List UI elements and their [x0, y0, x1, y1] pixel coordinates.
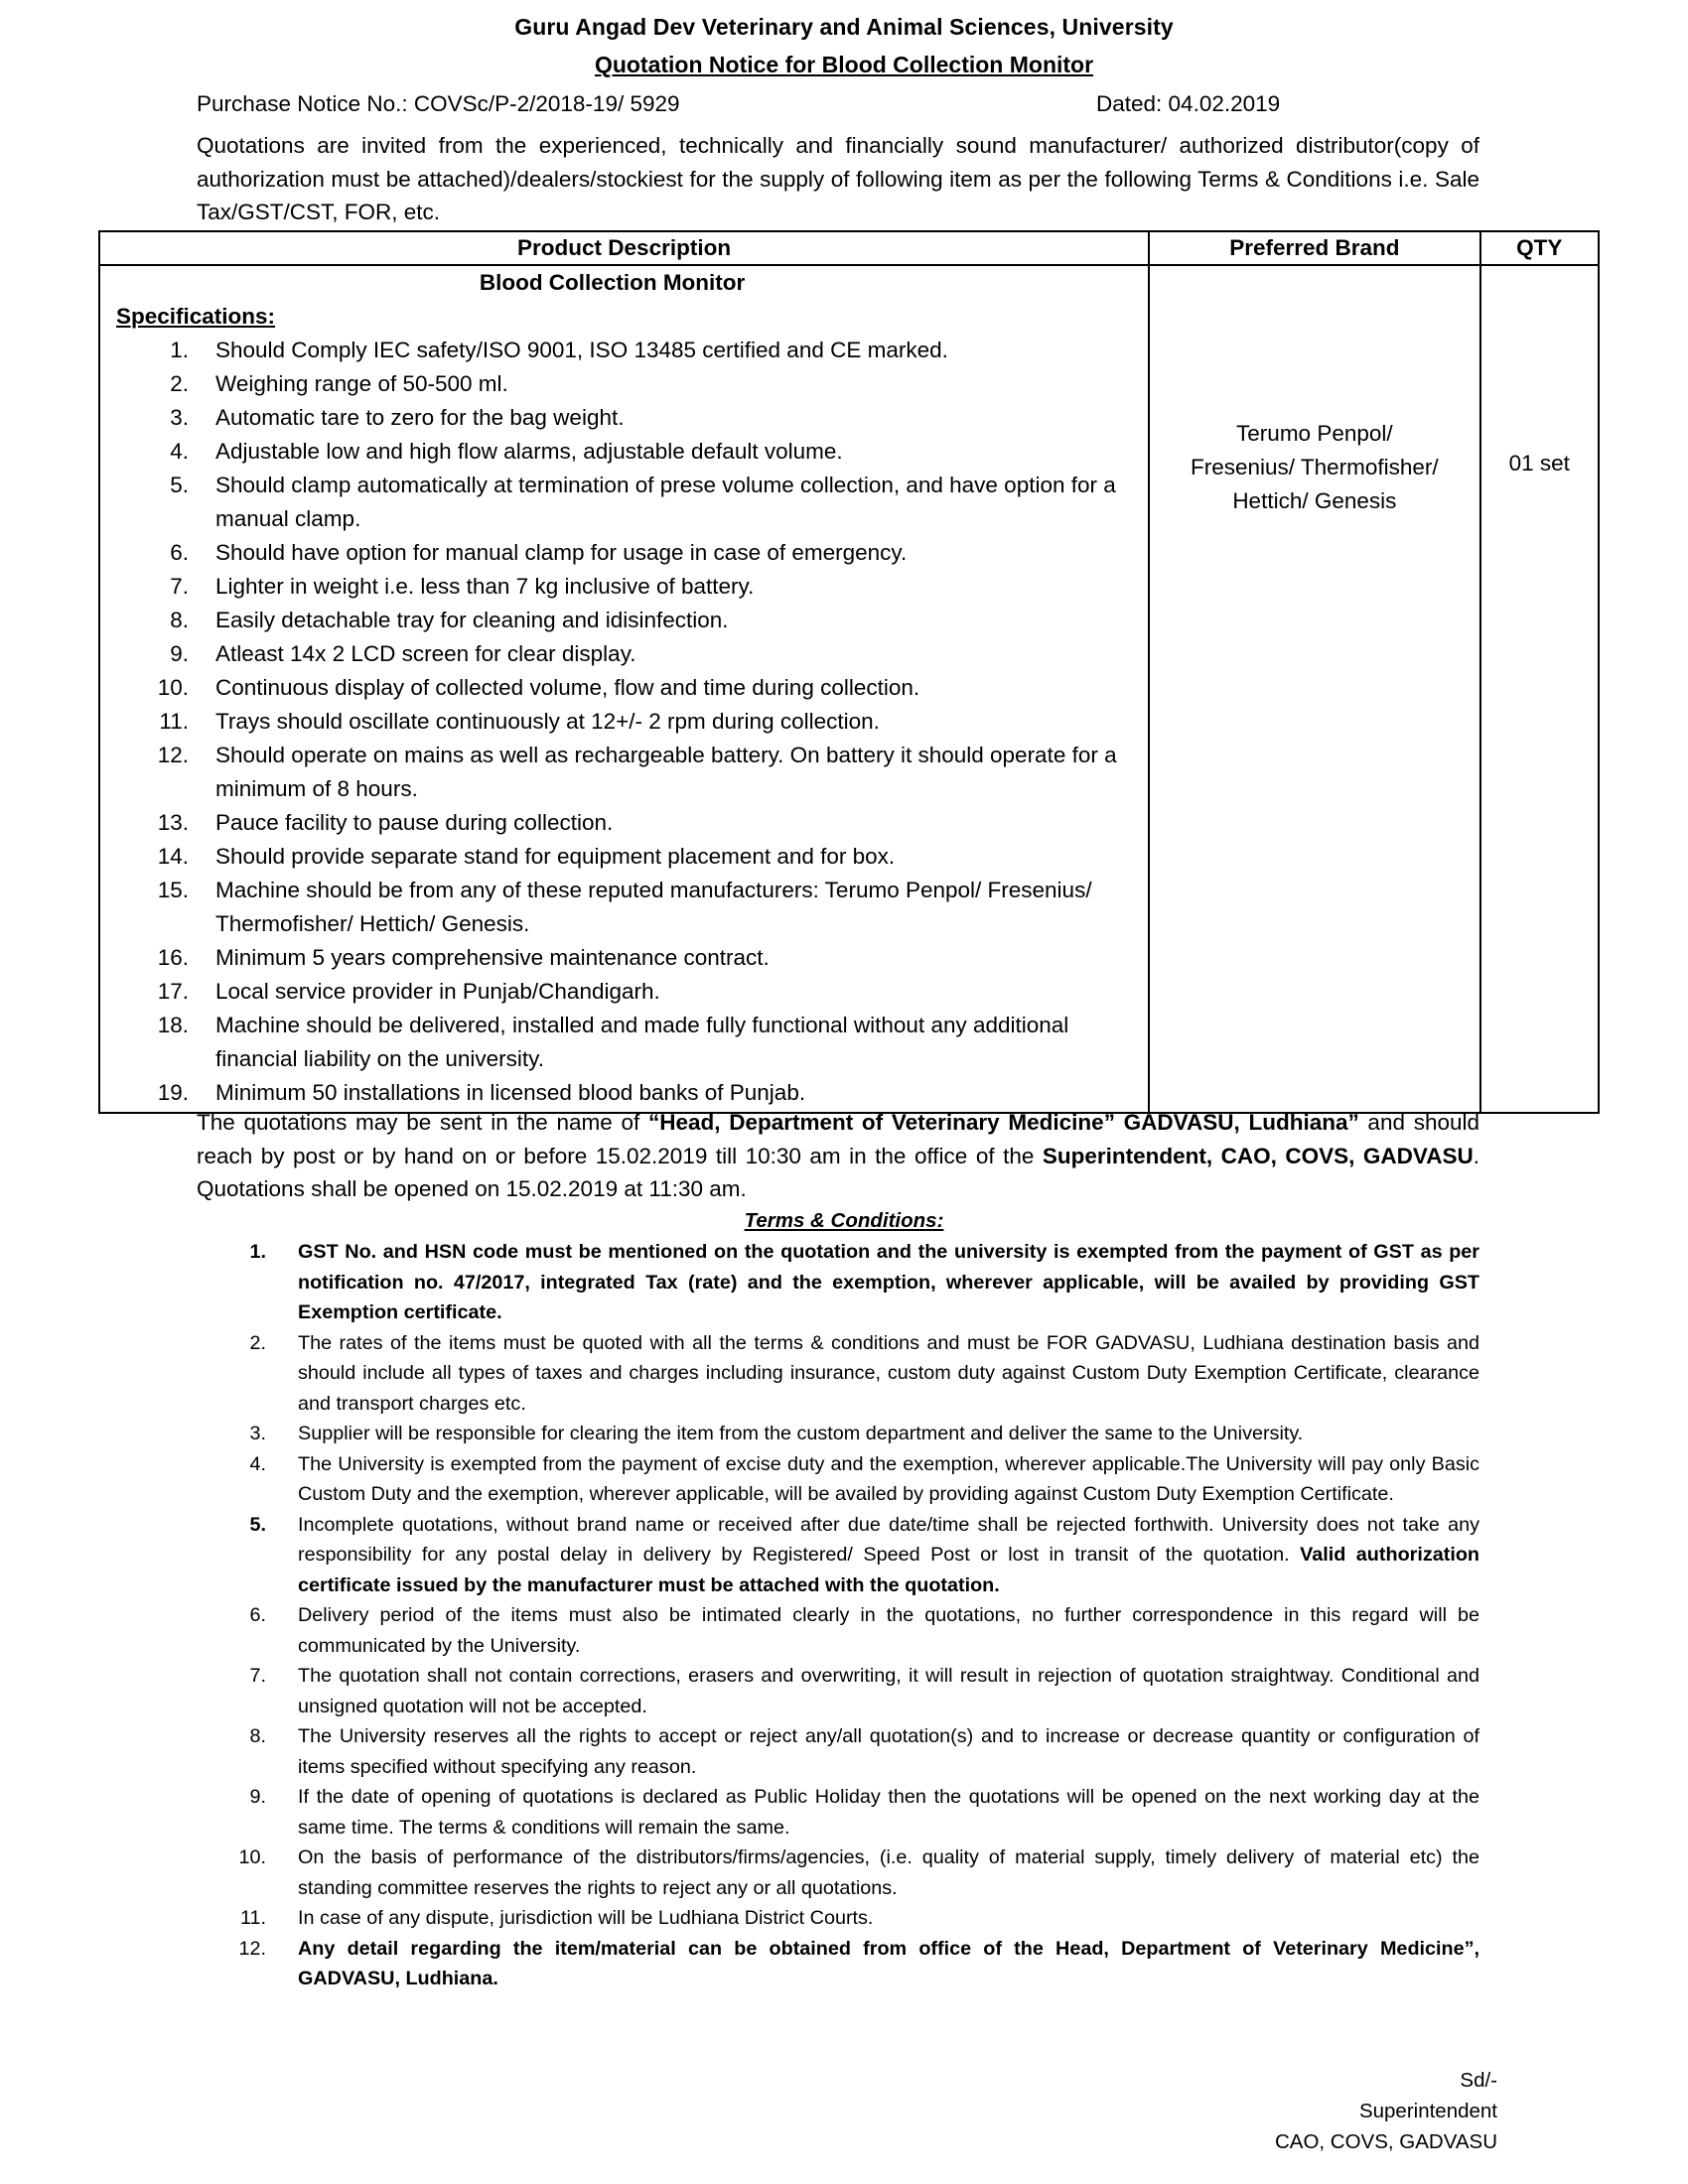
item-number: 2.: [249, 1331, 266, 1354]
list-item: [116, 671, 1148, 705]
qty-value: 01 set: [1508, 451, 1570, 476]
specifications-list: [116, 334, 1148, 1110]
product-table: [98, 230, 1600, 1114]
university-name: Guru Angad Dev Veterinary and Animal Sciences, University: [514, 14, 1174, 40]
list-item: [116, 536, 1148, 570]
item-text: Should operate on mains as well as rechargeable battery. On battery it should operate for a minimum of 8 hours.: [215, 743, 1117, 801]
list-item: [116, 1076, 1148, 1110]
brand-line: Fresenius/ Thermofisher/: [1191, 455, 1439, 479]
item-number: 15.: [157, 878, 189, 902]
closing-text: . Quotations shall be opened on 15.02.2019 at 11:30 am.: [197, 1143, 1480, 1201]
qty-cell: [1480, 265, 1599, 1113]
item-text: Lighter in weight i.e. less than 7 kg inclusive of battery.: [215, 574, 755, 599]
list-item: [236, 1237, 1479, 1328]
item-number: 10.: [157, 675, 189, 700]
list-item: [236, 1721, 1479, 1782]
list-item: [116, 367, 1148, 401]
item-number: 4.: [170, 439, 189, 464]
list-item: [236, 1661, 1479, 1721]
item-text: Should have option for manual clamp for usage in case of emergency.: [215, 540, 908, 565]
item-text: The rates of the items must be quoted with all the terms & conditions and must be FOR GADVASU, Ludhiana destination basis and should include all types of taxes and charges including insurance, custom duty against Custom Duty Exemption Certificate, clearance and transport charges etc.: [298, 1331, 1479, 1415]
preferred-brand-cell: [1149, 265, 1479, 1113]
item-text: Easily detachable tray for cleaning and idisinfection.: [215, 608, 729, 632]
intro-paragraph: Quotations are invited from the experienced, technically and financially sound manufacturer/ authorized distributor(copy of authorization must be attached)/dealers/stockiest for the supply of following item as per the following Terms & Conditions i.e. Sale Tax/GST/CST, FOR, etc.: [197, 133, 1479, 224]
item-text: Automatic tare to zero for the bag weight.: [215, 405, 625, 430]
item-number: 5.: [249, 1513, 266, 1536]
terms-list: [236, 1237, 1479, 1994]
product-description-cell: [99, 265, 1149, 1113]
item-text: Supplier will be responsible for clearing the item from the custom department and deliver the same to the University.: [298, 1423, 1304, 1444]
notice-title: Quotation Notice for Blood Collection Monitor: [594, 52, 1094, 77]
notice-date: Dated: 04.02.2019: [1096, 91, 1281, 116]
item-number: 6.: [249, 1604, 266, 1626]
list-item: [116, 874, 1148, 941]
signatory-title: Superintendent: [1358, 2100, 1497, 2122]
item-text: Any detail regarding the item/material can be obtained from office of the Head, Department of Veterinary Medicine”, GADVASU, Ludhiana.: [298, 1937, 1479, 1989]
item-text: GST No. and HSN code must be mentioned on the quotation and the university is exempted from the payment of GST as per notification no. 47/2017, integrated Tax (rate) and the exemption, wherever applicable, will be availed by providing GST Exemption certificate.: [298, 1241, 1479, 1323]
item-text: Atleast 14x 2 LCD screen for clear display.: [215, 641, 636, 666]
item-number: 11.: [159, 709, 189, 734]
list-item: [236, 1782, 1479, 1843]
item-text: Local service provider in Punjab/Chandigarh.: [215, 979, 660, 1004]
list-item: [116, 637, 1148, 671]
list-item: [236, 1510, 1479, 1601]
list-item: [116, 806, 1148, 840]
list-item: [116, 705, 1148, 739]
item-text: Continuous display of collected volume, flow and time during collection.: [215, 675, 920, 700]
item-number: 5.: [170, 473, 189, 497]
list-item: [236, 1419, 1479, 1449]
item-number: 16.: [157, 945, 189, 970]
brand-line: Hettich/ Genesis: [1232, 488, 1397, 513]
item-number: 8.: [249, 1725, 266, 1747]
list-item: [116, 604, 1148, 637]
signature-mark: Sd/-: [1460, 2069, 1497, 2092]
header-preferred-brand: Preferred Brand: [1149, 231, 1479, 265]
table-header-row: [99, 231, 1599, 265]
item-number: 3.: [170, 405, 189, 430]
item-number: 4.: [249, 1452, 266, 1475]
item-text: The quotation shall not contain corrections, erasers and overwriting, it will result in rejection of quotation straightway. Conditional and unsigned quotation will not be accepted.: [298, 1665, 1479, 1717]
item-text: Machine should be delivered, installed and made fully functional without any additional financial liability on the university.: [215, 1013, 1069, 1071]
item-number: 7.: [249, 1665, 266, 1687]
item-text: Delivery period of the items must also be intimated clearly in the quotations, no further correspondence in this regard will be communicated by the University.: [298, 1604, 1479, 1657]
item-number: 2.: [170, 371, 189, 396]
closing-text: The quotations may be sent in the name of: [197, 1110, 648, 1135]
signature-block: [1275, 2065, 1497, 2157]
item-number: 12.: [157, 743, 189, 767]
list-item: [236, 1934, 1479, 1994]
item-number: 1.: [249, 1241, 266, 1263]
item-text: Should clamp automatically at termination of prese volume collection, and have option for a manual clamp.: [215, 473, 1116, 531]
item-number: 18.: [157, 1013, 189, 1037]
list-item: [236, 1903, 1479, 1934]
item-text: The University reserves all the rights to accept or reject any/all quotation(s) and to increase or decrease quantity or configuration of items specified without specifying any reason.: [298, 1725, 1479, 1778]
item-number: 8.: [170, 608, 189, 632]
item-number: 12.: [238, 1937, 266, 1960]
item-text: The University is exempted from the payment of excise duty and the exemption, wherever applicable.The University will pay only Basic Custom Duty and the exemption, wherever applicable, will be availed by providing against Custom Duty Exemption Certificate.: [298, 1452, 1479, 1505]
list-item: [116, 941, 1148, 975]
submission-paragraph: [197, 1106, 1479, 1206]
header-product-description: Product Description: [99, 231, 1149, 265]
list-item: [116, 739, 1148, 806]
item-text: Trays should oscillate continuously at 12+/- 2 rpm during collection.: [215, 709, 880, 734]
list-item: [116, 1009, 1148, 1076]
item-text: Incomplete quotations, without brand name or received after due date/time shall be rejected forthwith. University does not take any responsibility for any postal delay in delivery by Registered/ Speed Post or lost in transit of the quotation.: [298, 1513, 1479, 1566]
item-text: Weighing range of 50-500 ml.: [215, 371, 508, 396]
item-text: On the basis of performance of the distributors/firms/agencies, (i.e. quality of material supply, timely delivery of material etc) the standing committee reserves the rights to reject any or all quotations.: [298, 1846, 1479, 1899]
item-text: Minimum 5 years comprehensive maintenance contract.: [215, 945, 770, 970]
item-number: 10.: [238, 1846, 266, 1868]
item-text: Minimum 50 installations in licensed blood banks of Punjab.: [215, 1080, 806, 1105]
list-item: [116, 570, 1148, 604]
specifications-label: Specifications:: [116, 304, 276, 329]
list-item: [116, 469, 1148, 536]
list-item: [236, 1843, 1479, 1903]
list-item: [116, 334, 1148, 367]
list-item: [116, 840, 1148, 874]
item-number: 6.: [170, 540, 189, 565]
item-text: Should Comply IEC safety/ISO 9001, ISO 13485 certified and CE marked.: [215, 338, 948, 362]
office-name: Superintendent, CAO, COVS, GADVASU: [1042, 1143, 1474, 1168]
item-text-bold: Valid authorization certificate issued by the manufacturer must be attached with the quotation.: [298, 1544, 1479, 1596]
addressee: “Head, Department of Veterinary Medicine” GADVASU, Ludhiana”: [647, 1110, 1359, 1135]
item-number: 9.: [170, 641, 189, 666]
item-text: In case of any dispute, jurisdiction will be Ludhiana District Courts.: [298, 1907, 874, 1929]
signatory-office: CAO, COVS, GADVASU: [1274, 2130, 1497, 2153]
product-name: Blood Collection Monitor: [479, 270, 746, 295]
list-item: [116, 401, 1148, 435]
item-number: 19.: [157, 1080, 189, 1105]
list-item: [236, 1328, 1479, 1420]
list-item: [116, 435, 1148, 469]
list-item: [236, 1449, 1479, 1510]
item-number: 17.: [157, 979, 189, 1004]
item-number: 13.: [157, 810, 189, 835]
terms-title: Terms & Conditions:: [744, 1209, 944, 1232]
item-number: 11.: [239, 1907, 266, 1929]
item-number: 7.: [170, 574, 189, 599]
item-text: If the date of opening of quotations is declared as Public Holiday then the quotations will be opened on the next working day at the same time. The terms & conditions will remain the same.: [298, 1786, 1479, 1839]
item-text: Should provide separate stand for equipment placement and for box.: [215, 844, 896, 869]
brand-line: Terumo Penpol/: [1236, 421, 1393, 446]
closing-text: and should reach by post or by hand on or before 15.02.2019 till 10:30 am in the office of the: [197, 1110, 1479, 1168]
item-text: Machine should be from any of these reputed manufacturers: Terumo Penpol/ Fresenius/ Thermofisher/ Hettich/ Genesis.: [215, 878, 1092, 936]
item-number: 9.: [249, 1786, 266, 1808]
list-item: [236, 1600, 1479, 1661]
item-text: Adjustable low and high flow alarms, adjustable default volume.: [215, 439, 843, 464]
header-qty: QTY: [1480, 231, 1599, 265]
item-text: Pauce facility to pause during collection.: [215, 810, 614, 835]
item-number: 14.: [157, 844, 189, 869]
table-row: [99, 265, 1599, 1113]
list-item: [116, 975, 1148, 1009]
purchase-notice-number: Purchase Notice No.: COVSc/P-2/2018-19/ 5929: [197, 91, 680, 116]
item-number: 1.: [170, 338, 189, 362]
item-number: 3.: [249, 1423, 266, 1444]
